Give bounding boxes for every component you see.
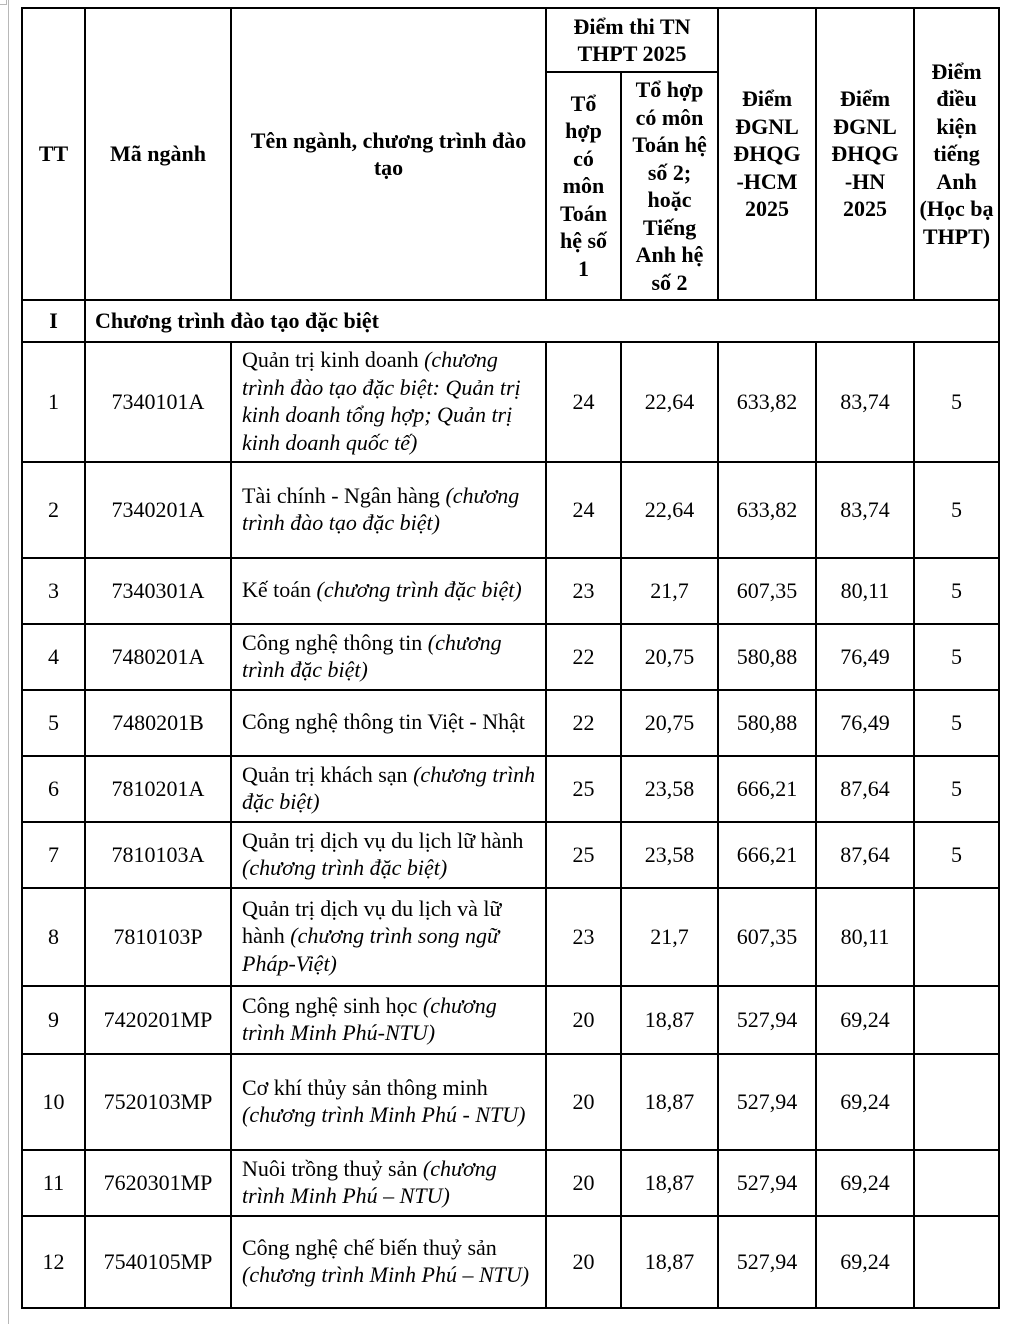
row-dieu-kien-tieng-anh: 5 <box>914 624 999 690</box>
program-name: Công nghệ chế biến thuỷ sản <box>242 1234 497 1260</box>
row-dgnl-hcm: 527,94 <box>718 1216 816 1308</box>
row-dieu-kien-tieng-anh: 5 <box>914 462 999 558</box>
table-row <box>22 624 999 690</box>
table-row <box>22 1054 999 1150</box>
row-dgnl-hcm: 666,21 <box>718 756 816 822</box>
row-ma-nganh: 7480201B <box>85 690 231 756</box>
program-note: (chương trình đào tạo đặc biệt) <box>242 482 520 535</box>
row-dieu-kien-tieng-anh <box>914 1150 999 1216</box>
row-dieu-kien-tieng-anh: 5 <box>914 822 999 888</box>
row-diem-to-hop-1: 20 <box>546 1054 621 1150</box>
row-dieu-kien-tieng-anh <box>914 888 999 986</box>
program-note: (chương trình Minh Phú-NTU) <box>242 992 497 1045</box>
program-note: (chương trình Minh Phú – NTU) <box>242 1155 497 1208</box>
program-name: Quản trị khách sạn <box>242 761 414 787</box>
row-dgnl-hcm: 633,82 <box>718 462 816 558</box>
row-tt: 3 <box>22 558 85 624</box>
row-ten-nganh <box>231 822 546 888</box>
row-ten-nganh <box>231 690 546 756</box>
header-ten-nganh: Tên ngành, chương trình đào tạo <box>231 8 546 300</box>
row-diem-to-hop-2: 22,64 <box>621 462 718 558</box>
admission-scores-table <box>21 7 1000 1309</box>
section-row <box>22 300 999 342</box>
row-diem-to-hop-1: 20 <box>546 1216 621 1308</box>
row-dgnl-hn: 69,24 <box>816 1054 914 1150</box>
table-row <box>22 690 999 756</box>
row-ten-nganh <box>231 756 546 822</box>
row-ma-nganh: 7540105MP <box>85 1216 231 1308</box>
row-dgnl-hn: 80,11 <box>816 558 914 624</box>
row-ma-nganh: 7810103P <box>85 888 231 986</box>
header-to-hop-toan-he-so-2: Tổ hợp có môn Toán hệ số 2; hoặc Tiếng Anh hệ số 2 <box>621 72 718 300</box>
table-row <box>22 756 999 822</box>
program-name: Quản trị dịch vụ du lịch lữ hành <box>242 827 524 853</box>
program-note: (chương trình đào tạo đặc biệt: Quản trị kinh doanh tổng hợp; Quản trị kinh doanh quốc tế) <box>242 347 521 455</box>
row-ten-nganh <box>231 1054 546 1150</box>
row-diem-to-hop-2: 18,87 <box>621 1216 718 1308</box>
row-diem-to-hop-1: 20 <box>546 986 621 1054</box>
row-dgnl-hcm: 633,82 <box>718 342 816 462</box>
table-row <box>22 462 999 558</box>
row-dgnl-hcm: 607,35 <box>718 558 816 624</box>
table-row <box>22 1150 999 1216</box>
row-dgnl-hcm: 580,88 <box>718 624 816 690</box>
row-dgnl-hn: 87,64 <box>816 822 914 888</box>
row-ten-nganh <box>231 1216 546 1308</box>
program-note: (chương trình đặc biệt) <box>242 855 448 880</box>
table-row <box>22 342 999 462</box>
row-tt: 1 <box>22 342 85 462</box>
row-dgnl-hcm: 527,94 <box>718 986 816 1054</box>
row-dgnl-hn: 69,24 <box>816 1216 914 1308</box>
row-diem-to-hop-2: 18,87 <box>621 986 718 1054</box>
row-diem-to-hop-1: 23 <box>546 558 621 624</box>
row-tt: 4 <box>22 624 85 690</box>
row-tt: 5 <box>22 690 85 756</box>
row-tt: 12 <box>22 1216 85 1308</box>
row-dieu-kien-tieng-anh <box>914 986 999 1054</box>
program-name: Cơ khí thủy sản thông minh <box>242 1074 488 1100</box>
page-left-rule <box>8 0 9 1324</box>
row-tt: 11 <box>22 1150 85 1216</box>
table-row <box>22 1216 999 1308</box>
row-dieu-kien-tieng-anh <box>914 1054 999 1150</box>
header-dgnl-hn: Điểm ĐGNL ĐHQG -HN 2025 <box>816 8 914 300</box>
header-to-hop-toan-he-so-1: Tổ hợp có môn Toán hệ số 1 <box>546 72 621 300</box>
row-ma-nganh: 7520103MP <box>85 1054 231 1150</box>
row-ma-nganh: 7620301MP <box>85 1150 231 1216</box>
row-diem-to-hop-2: 18,87 <box>621 1150 718 1216</box>
row-dieu-kien-tieng-anh <box>914 1216 999 1308</box>
row-dgnl-hn: 87,64 <box>816 756 914 822</box>
row-ma-nganh: 7340301A <box>85 558 231 624</box>
row-diem-to-hop-1: 22 <box>546 624 621 690</box>
row-ten-nganh <box>231 888 546 986</box>
section-number: I <box>22 300 85 342</box>
row-dgnl-hn: 76,49 <box>816 624 914 690</box>
row-diem-to-hop-2: 20,75 <box>621 624 718 690</box>
row-tt: 9 <box>22 986 85 1054</box>
row-dieu-kien-tieng-anh: 5 <box>914 756 999 822</box>
row-ma-nganh: 7810201A <box>85 756 231 822</box>
table-row <box>22 888 999 986</box>
row-ma-nganh: 7480201A <box>85 624 231 690</box>
page-corner-mark <box>0 0 7 5</box>
row-dgnl-hn: 83,74 <box>816 462 914 558</box>
row-diem-to-hop-2: 22,64 <box>621 342 718 462</box>
row-diem-to-hop-1: 25 <box>546 822 621 888</box>
table-header <box>22 8 999 300</box>
table-row <box>22 986 999 1054</box>
row-dgnl-hn: 69,24 <box>816 1150 914 1216</box>
row-ma-nganh: 7340201A <box>85 462 231 558</box>
program-note: (chương trình song ngữ Pháp-Việt) <box>242 923 499 976</box>
row-dgnl-hn: 83,74 <box>816 342 914 462</box>
row-diem-to-hop-1: 24 <box>546 342 621 462</box>
row-ten-nganh <box>231 1150 546 1216</box>
header-diem-thi-tn-thpt: Điểm thi TN THPT 2025 <box>546 8 718 72</box>
row-ten-nganh <box>231 558 546 624</box>
row-ma-nganh: 7420201MP <box>85 986 231 1054</box>
row-diem-to-hop-2: 23,58 <box>621 756 718 822</box>
program-name: Quản trị kinh doanh <box>242 347 425 372</box>
row-dgnl-hcm: 607,35 <box>718 888 816 986</box>
row-dgnl-hcm: 527,94 <box>718 1054 816 1150</box>
row-ten-nganh <box>231 986 546 1054</box>
row-ma-nganh: 7340101A <box>85 342 231 462</box>
row-diem-to-hop-2: 23,58 <box>621 822 718 888</box>
row-tt: 6 <box>22 756 85 822</box>
row-ten-nganh <box>231 624 546 690</box>
row-tt: 8 <box>22 888 85 986</box>
row-ten-nganh <box>231 342 546 462</box>
table-row <box>22 822 999 888</box>
header-dieu-kien-tieng-anh: Điểm điều kiện tiếng Anh (Học bạ THPT) <box>914 8 999 300</box>
header-dgnl-hcm: Điểm ĐGNL ĐHQG -HCM 2025 <box>718 8 816 300</box>
row-diem-to-hop-2: 18,87 <box>621 1054 718 1150</box>
row-dgnl-hn: 69,24 <box>816 986 914 1054</box>
row-tt: 2 <box>22 462 85 558</box>
program-name: Công nghệ thông tin Việt - Nhật <box>242 709 526 735</box>
program-note: (chương trình Minh Phú - NTU) <box>242 1102 526 1127</box>
row-ten-nganh <box>231 462 546 558</box>
program-note: (chương trình đặc biệt) <box>316 577 522 603</box>
row-ma-nganh: 7810103A <box>85 822 231 888</box>
section-title: Chương trình đào tạo đặc biệt <box>85 300 999 342</box>
row-diem-to-hop-1: 24 <box>546 462 621 558</box>
row-diem-to-hop-1: 23 <box>546 888 621 986</box>
row-diem-to-hop-1: 22 <box>546 690 621 756</box>
program-name: Kế toán <box>242 577 317 603</box>
row-dgnl-hcm: 580,88 <box>718 690 816 756</box>
row-tt: 7 <box>22 822 85 888</box>
row-diem-to-hop-1: 20 <box>546 1150 621 1216</box>
row-diem-to-hop-1: 25 <box>546 756 621 822</box>
header-tt: TT <box>22 8 85 300</box>
row-diem-to-hop-2: 21,7 <box>621 558 718 624</box>
table-body <box>22 300 999 1308</box>
program-name: Tài chính - Ngân hàng <box>242 482 446 508</box>
row-dgnl-hn: 80,11 <box>816 888 914 986</box>
row-dieu-kien-tieng-anh: 5 <box>914 690 999 756</box>
row-diem-to-hop-2: 20,75 <box>621 690 718 756</box>
program-name: Công nghệ sinh học <box>242 992 423 1018</box>
row-dgnl-hcm: 527,94 <box>718 1150 816 1216</box>
row-dgnl-hcm: 666,21 <box>718 822 816 888</box>
row-tt: 10 <box>22 1054 85 1150</box>
program-note: (chương trình đặc biệt) <box>242 629 502 682</box>
row-dieu-kien-tieng-anh: 5 <box>914 558 999 624</box>
program-name: Công nghệ thông tin <box>242 629 428 655</box>
table-row <box>22 558 999 624</box>
program-note: (chương trình Minh Phú – NTU) <box>242 1262 530 1287</box>
program-note: (chương trình đặc biệt) <box>242 761 536 814</box>
row-diem-to-hop-2: 21,7 <box>621 888 718 986</box>
row-dgnl-hn: 76,49 <box>816 690 914 756</box>
header-ma-nganh: Mã ngành <box>85 8 231 300</box>
row-dieu-kien-tieng-anh: 5 <box>914 342 999 462</box>
program-name: Quản trị dịch vụ du lịch và lữ hành <box>242 895 502 949</box>
program-name: Nuôi trồng thuỷ sản <box>242 1155 423 1181</box>
